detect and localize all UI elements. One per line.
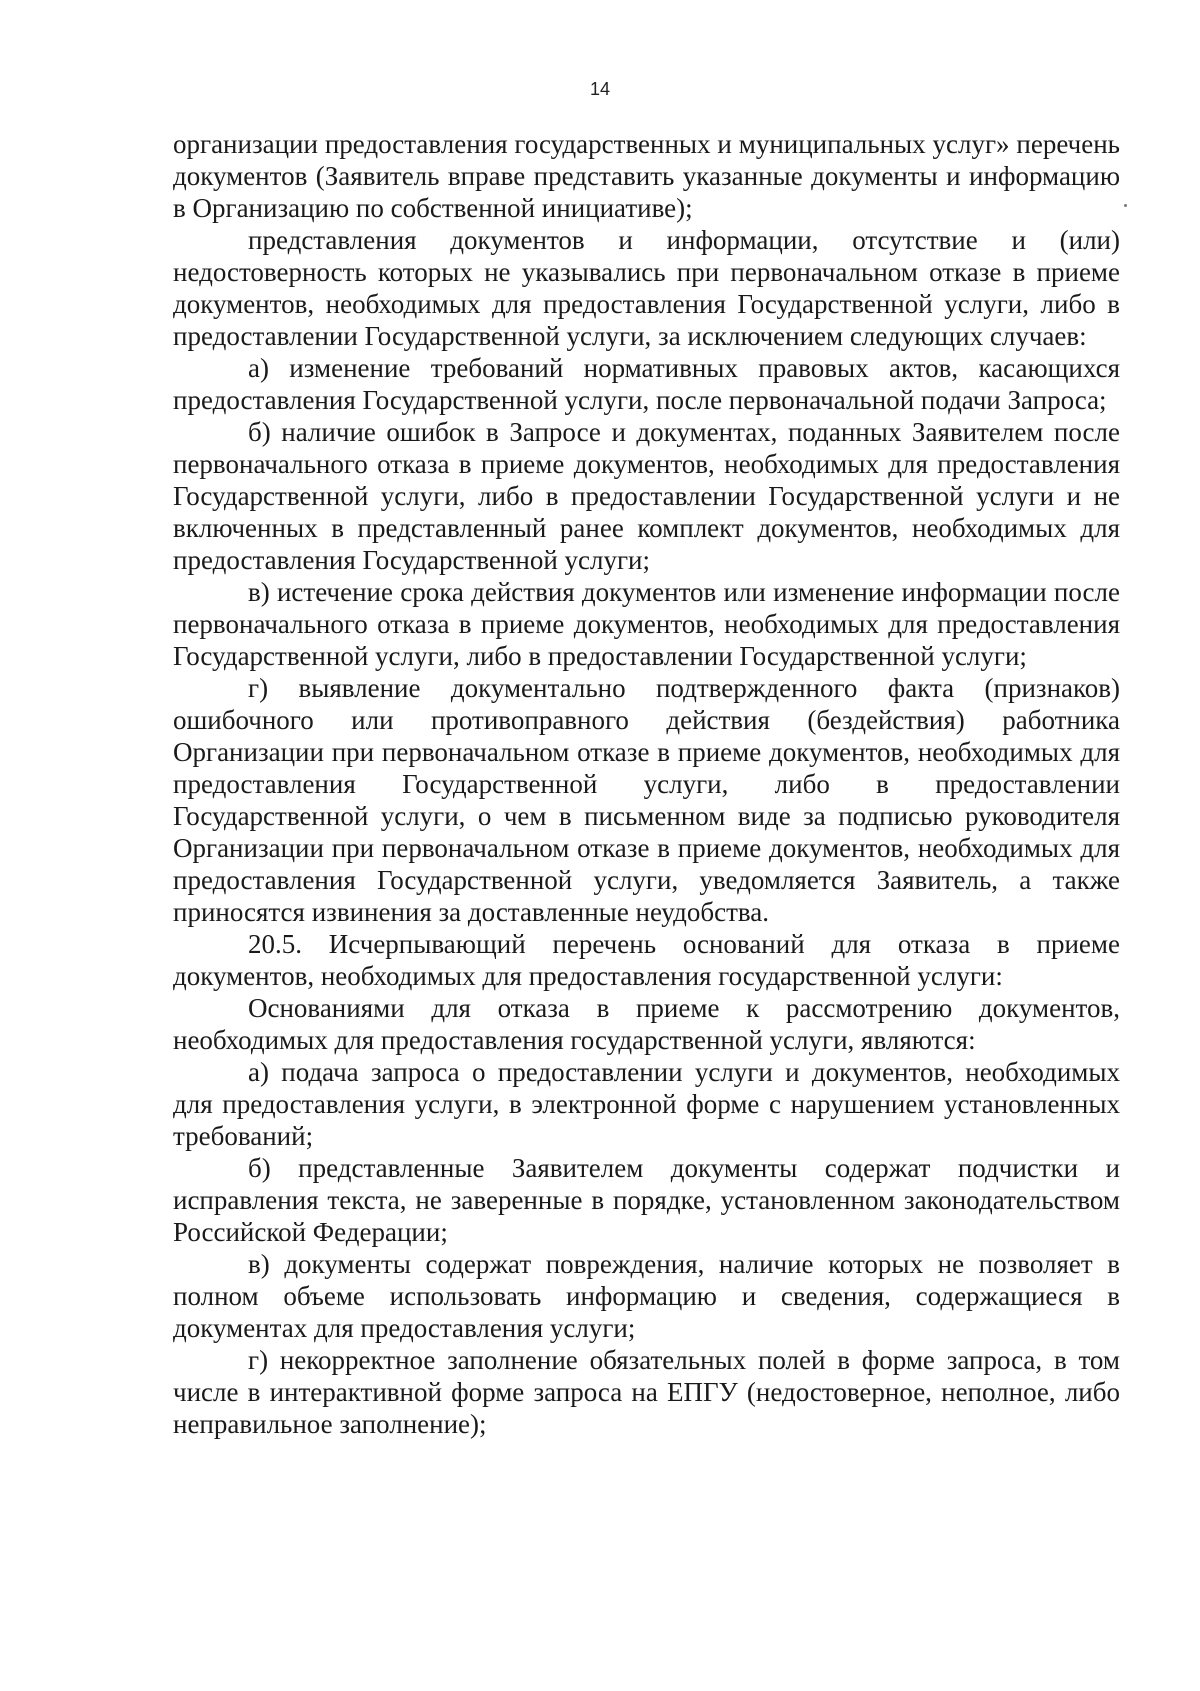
scan-speck xyxy=(1124,204,1127,207)
paragraph-case-a-requirements-change: а) изменение требований нормативных правовых актов, касающихся предоставления Государственной услуги, после первоначальной подачи Запроса; xyxy=(173,353,1120,415)
paragraph-ground-a: а) подача запроса о предоставлении услуги и документов, необходимых для предоставления услуги, в электронной форме с нарушением установленных требований; xyxy=(173,1057,1120,1151)
paragraph-documents-submission: представления документов и информации, отсутствие и (или) недостоверность которых не указывались при первоначальном отказе в приеме документов, необходимых для предоставления Государственной услуги, либо в предоставлении Государственной услуги, за исключением следующих случаев: xyxy=(173,225,1120,351)
paragraph-ground-b: б) представленные Заявителем документы содержат подчистки и исправления текста, не заверенные в порядке, установленном законодательством Российской Федерации; xyxy=(173,1153,1120,1247)
paragraph-case-b-errors: б) наличие ошибок в Запросе и документах, поданных Заявителем после первоначального отказа в приеме документов, необходимых для предоставления Государственной услуги, либо в предоставлении Государственной услуги и не включенных в представленный ранее комплект документов, необходимых для предоставления Государственной услуги; xyxy=(173,417,1120,575)
paragraph-case-v-expiry: в) истечение срока действия документов или изменение информации после первоначального отказа в приеме документов, необходимых для предоставления Государственной услуги, либо в предоставлении Государственной услуги; xyxy=(173,577,1120,671)
paragraph-section-20-5: 20.5. Исчерпывающий перечень оснований для отказа в приеме документов, необходимых для предоставления государственной услуги: xyxy=(173,929,1120,991)
document-body xyxy=(173,128,1120,1440)
page-number: 14 xyxy=(589,79,611,99)
paragraph-continuation: организации предоставления государственных и муниципальных услуг» перечень документов (Заявитель вправе представить указанные документы и информацию в Организацию по собственной инициативе); xyxy=(173,129,1120,223)
paragraph-ground-v: в) документы содержат повреждения, наличие которых не позволяет в полном объеме использовать информацию и сведения, содержащиеся в документах для предоставления услуги; xyxy=(173,1249,1120,1343)
paragraph-grounds-intro: Основаниями для отказа в приеме к рассмотрению документов, необходимых для предоставления государственной услуги, являются: xyxy=(173,993,1120,1055)
paragraph-case-g-misconduct: г) выявление документально подтвержденного факта (признаков) ошибочного или противоправного действия (бездействия) работника Организации при первоначальном отказе в приеме документов, необходимых для предоставления Государственной услуги, либо в предоставлении Государственной услуги, о чем в письменном виде за подписью руководителя Организации при первоначальном отказе в приеме документов, необходимых для предоставления Государственной услуги, уведомляется Заявитель, а также приносятся извинения за доставленные неудобства. xyxy=(173,673,1120,927)
paragraph-ground-g: г) некорректное заполнение обязательных полей в форме запроса, в том числе в интерактивной форме запроса на ЕПГУ (недостоверное, неполное, либо неправильное заполнение); xyxy=(173,1345,1120,1439)
